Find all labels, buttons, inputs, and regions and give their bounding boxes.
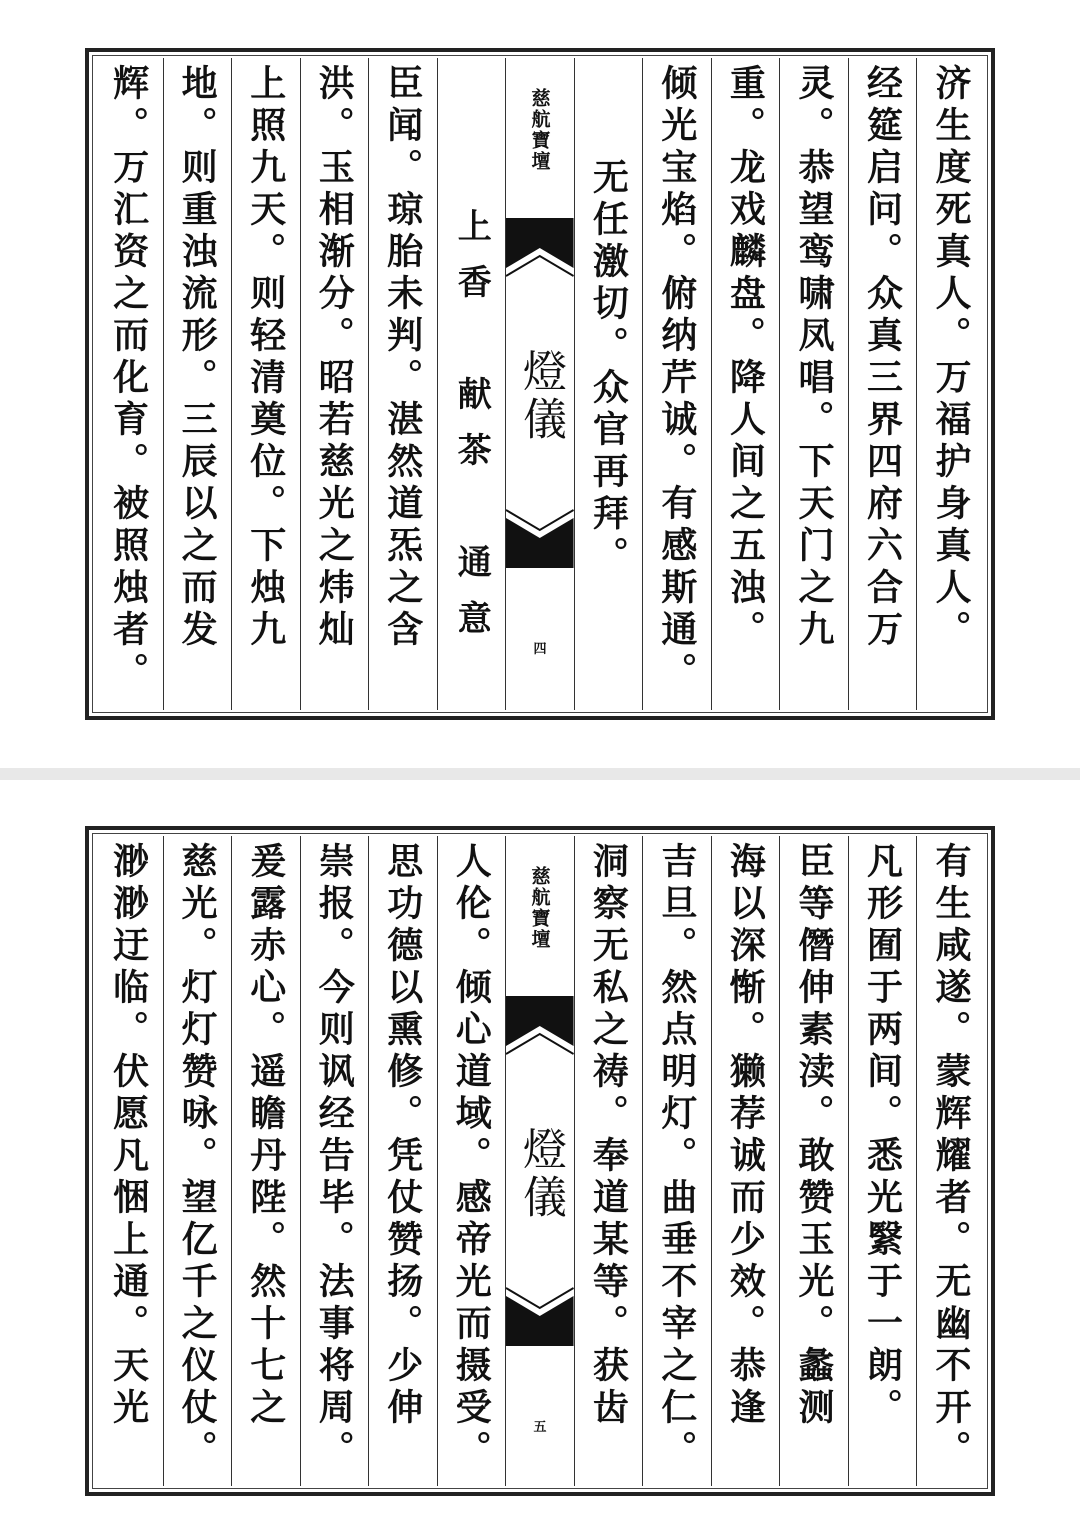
text-column: 辉。万汇资之而化育。被照烛者。 <box>107 64 150 694</box>
text-column: 济生度死真人。万福护身真人。 <box>916 58 985 710</box>
fishtail-mark-bottom <box>506 508 574 568</box>
page-number: 四 <box>533 642 547 657</box>
text-column: 倾光宝焰。俯纳芹诚。有感斯通。 <box>642 58 711 710</box>
text-column: 上香 献茶 通意 <box>437 58 506 710</box>
text-column: 凡形囿于两间。悉光繄于一朗。 <box>848 836 917 1486</box>
fishtail-mark-top <box>506 996 574 1056</box>
scripture-page-2 <box>85 826 995 1496</box>
text-column: 上照九天。则轻清奠位。下烛九 <box>231 58 300 710</box>
text-column: 崇报。今则讽经告毕。法事将周。 <box>300 836 369 1486</box>
temple-name: 慈航寶壇 <box>528 866 551 950</box>
page-spine <box>505 58 574 710</box>
text-column: 洪。玉相渐分。昭若慈光之炜灿 <box>300 58 369 710</box>
text-column: 经筵启问。众真三界四府六合万 <box>848 58 917 710</box>
text-column: 海以深惭。獭荐诚而少效。恭逢 <box>711 836 780 1486</box>
text-column: 吉旦。然点明灯。曲垂不宰之仁。 <box>642 836 711 1486</box>
fishtail-mark-top <box>506 218 574 278</box>
page-number: 五 <box>533 1420 547 1435</box>
text-column: 渺渺迂临。伏愿凡悃上通。天光 <box>107 842 150 1430</box>
text-column: 重。龙戏麟盘。降人间之五浊。 <box>711 58 780 710</box>
text-column: 慈光。灯灯赞咏。望亿千之仪仗。 <box>163 836 232 1486</box>
temple-name: 慈航寶壇 <box>528 88 551 172</box>
text-column: 人伦。倾心道域。感帝光而摄受。 <box>437 836 506 1486</box>
fishtail-mark-bottom <box>506 1286 574 1346</box>
page-separator <box>0 768 1080 780</box>
book-title: 燈儀 <box>515 1126 567 1222</box>
text-column: 灵。恭望鸾啸凤唱。下天门之九 <box>779 58 848 710</box>
text-column: 洞察无私之祷。奉道某等。获齿 <box>574 836 643 1486</box>
text-column: 臣等僭伸素渎。敢赞玉光。蠡测 <box>779 836 848 1486</box>
text-column: 思功德以熏修。凭仗赞扬。少伸 <box>368 836 437 1486</box>
page-spine <box>505 836 574 1486</box>
book-title: 燈儀 <box>515 348 567 444</box>
text-column: 爰露赤心。遥瞻丹陛。然十七之 <box>231 836 300 1486</box>
text-column: 无任激切。众官再拜。 <box>574 58 643 710</box>
text-column: 地。则重浊流形。三辰以之而发 <box>163 58 232 710</box>
scripture-page-1 <box>85 48 995 720</box>
page-separator <box>0 0 1080 6</box>
text-column: 臣闻。琼胎未判。湛然道炁之含 <box>368 58 437 710</box>
text-column: 有生咸遂。蒙辉耀者。无幽不开。 <box>916 836 985 1486</box>
